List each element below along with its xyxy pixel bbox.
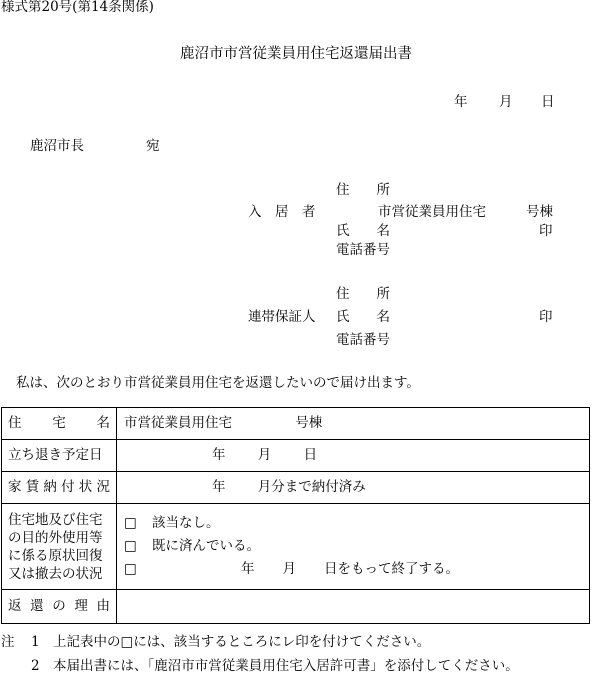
- restoration-label-line: に係る原状回復: [8, 547, 103, 564]
- option-date-month: 月: [282, 561, 296, 577]
- reason-label-cell: [2, 590, 117, 624]
- form-number: 様式第20号(第14条関係): [1, 0, 154, 15]
- option-date-year: 年: [241, 561, 255, 577]
- move-out-day: 日: [303, 446, 318, 463]
- guarantor-address-label: 住 所: [336, 286, 390, 302]
- checkbox-date[interactable]: □: [124, 561, 137, 577]
- note-text: 上記表中の□には、該当するところにレ印を付けてください。: [53, 634, 431, 650]
- restoration-label-cell: [2, 504, 117, 590]
- housing-value-cell[interactable]: [117, 408, 590, 440]
- notes-prefix: 注: [1, 634, 15, 650]
- note-number: 2: [31, 658, 40, 674]
- housing-suffix: 号棟: [295, 414, 323, 431]
- addressee-suffix: 宛: [146, 138, 160, 154]
- row-restoration: [2, 504, 590, 590]
- resident-housing: 市営従業員用住宅: [378, 204, 486, 220]
- resident-address-label: 住 所: [336, 182, 390, 198]
- option-none-label: 該当なし。: [152, 515, 220, 531]
- resident-seal: 印: [539, 223, 553, 239]
- move-out-label: 立ち退き予定日: [8, 446, 103, 463]
- reason-value-cell[interactable]: [117, 590, 590, 624]
- guarantor-seal: 印: [539, 309, 553, 325]
- date-day: 日: [541, 94, 555, 110]
- rent-value-cell[interactable]: [117, 472, 590, 504]
- rent-year: 年: [212, 478, 226, 495]
- move-out-year: 年: [212, 446, 226, 463]
- return-form-table: [1, 407, 590, 624]
- addressee-name: 鹿沼市長: [30, 138, 84, 154]
- resident-building-suffix: 号棟: [526, 204, 553, 220]
- guarantor-name-label: 氏 名: [336, 309, 390, 325]
- row-housing: [2, 408, 590, 440]
- row-reason: [2, 590, 590, 624]
- rent-text: 月分まで納付済み: [257, 478, 366, 495]
- housing-label-cell: [2, 408, 117, 440]
- guarantor-role: 連帯保証人: [248, 309, 316, 325]
- guarantor-phone-label: 電話番号: [336, 332, 390, 348]
- resident-name-label: 氏 名: [336, 223, 390, 239]
- option-date-tail: 日をもって終了する。: [324, 561, 459, 577]
- restoration-option-none[interactable]: [124, 512, 589, 535]
- page-title: 鹿沼市市営従業員用住宅返還届出書: [180, 46, 412, 62]
- restoration-label-line: 又は撤去の状況: [8, 565, 103, 582]
- rent-label: 家 賃 納 付 状 況: [8, 478, 110, 495]
- resident-role: 入 居 者: [248, 204, 316, 220]
- restoration-option-done[interactable]: [124, 535, 589, 558]
- restoration-label-line: の目的外使用等: [8, 529, 103, 546]
- row-move-out: [2, 440, 590, 472]
- move-out-value-cell[interactable]: [117, 440, 590, 472]
- restoration-label-line: 住宅地及び住宅: [8, 511, 103, 528]
- restoration-options-cell: [117, 504, 590, 590]
- row-rent: [2, 472, 590, 504]
- note-number: 1: [31, 634, 40, 650]
- move-out-label-cell: [2, 440, 117, 472]
- move-out-month: 月: [257, 446, 272, 463]
- date-year: 年: [454, 94, 468, 110]
- date-month: 月: [499, 94, 513, 110]
- restoration-option-date[interactable]: [124, 558, 589, 581]
- housing-label: 住 宅 名: [8, 414, 110, 431]
- reason-label: 返 還 の 理 由: [8, 597, 110, 614]
- note-text: 本届出書には、「鹿沼市市営従業員用住宅入居許可書」を添付してください。: [53, 658, 519, 674]
- option-done-label: 既に済んでいる。: [152, 538, 260, 554]
- resident-phone-label: 電話番号: [336, 242, 390, 258]
- housing-value: 市営従業員用住宅: [124, 414, 232, 431]
- rent-label-cell: [2, 472, 117, 504]
- statement: 私は、次のとおり市営従業員用住宅を返還したいので届け出ます。: [16, 375, 420, 391]
- checkbox-none[interactable]: □: [124, 515, 137, 531]
- checkbox-done[interactable]: □: [124, 538, 137, 554]
